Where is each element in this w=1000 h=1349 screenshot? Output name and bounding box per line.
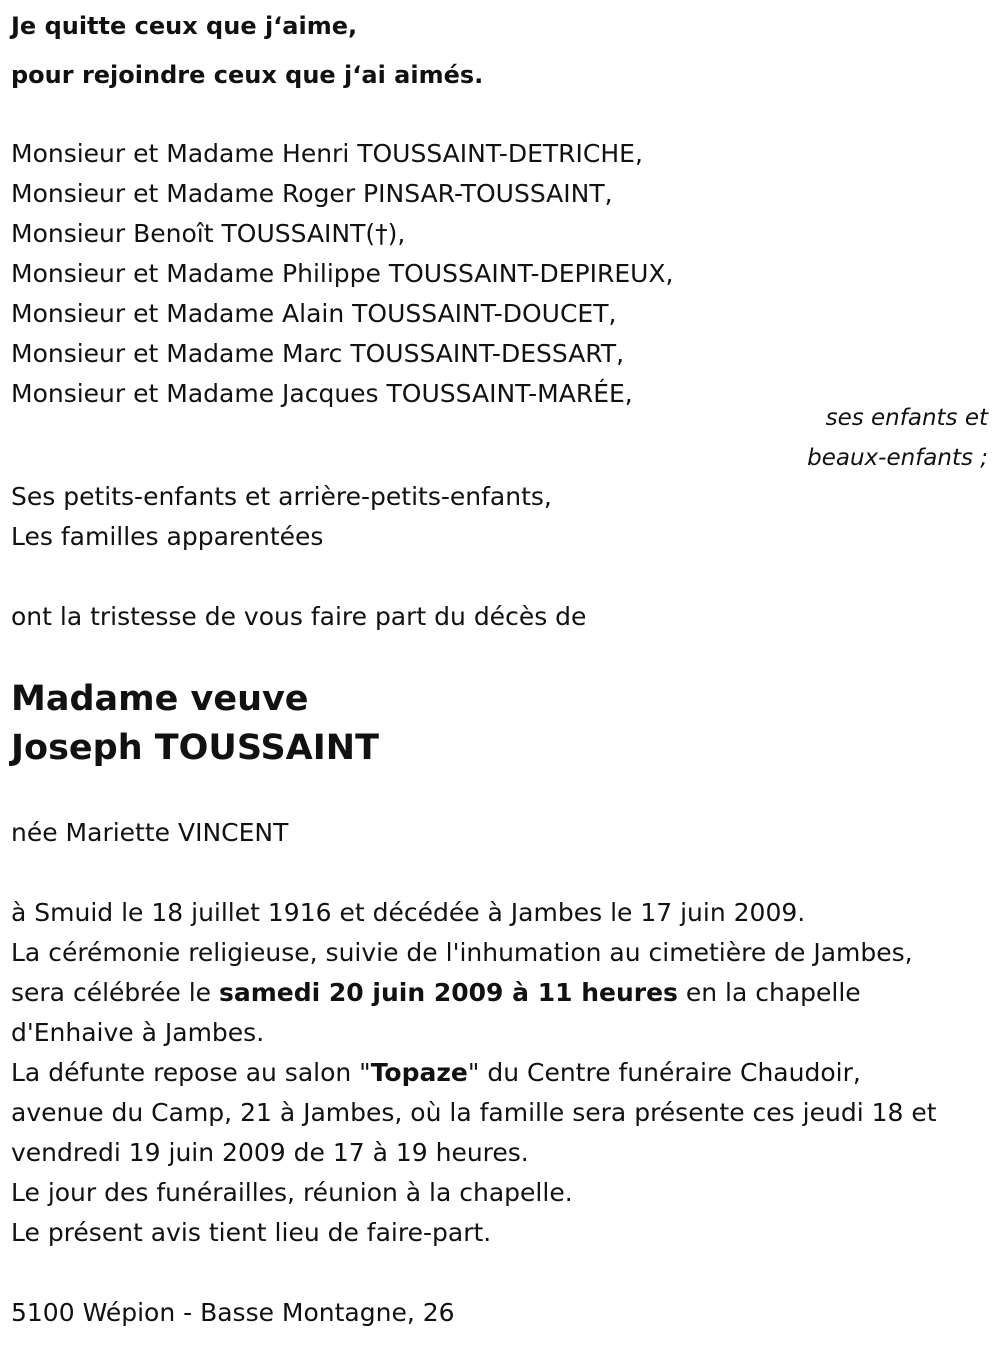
epigraph-line-1: Je quitte ceux que j‘aime, (11, 12, 358, 40)
address-line: 5100 Wépion - Basse Montagne, 26 (11, 1298, 455, 1327)
ceremony-date-time: samedi 20 juin 2009 à 11 heures (218, 978, 678, 1007)
ceremony-text-before: sera célébrée le (11, 978, 219, 1007)
related-families-line: Les familles apparentées (11, 522, 324, 551)
epigraph-line-2: pour rejoindre ceux que j‘ai aimés. (11, 61, 484, 89)
rest-line-1 (11, 1053, 861, 1093)
family-role-line-2: beaux-enfants ; (807, 445, 988, 471)
family-member: Monsieur et Madame Philippe TOUSSAINT-DEPIREUX, (11, 259, 674, 288)
deceased-title: Madame veuve (11, 679, 309, 719)
grandchildren-line: Ses petits-enfants et arrière-petits-enfants, (11, 482, 552, 511)
birth-death-line: à Smuid le 18 juillet 1916 et décédée à Jambes le 17 juin 2009. (11, 898, 806, 927)
deceased-name: Joseph TOUSSAINT (11, 728, 379, 768)
rest-line-2: avenue du Camp, 21 à Jambes, où la famille sera présente ces jeudi 18 et (11, 1098, 937, 1127)
rest-text-after: " du Centre funéraire Chaudoir, (467, 1058, 861, 1087)
ceremony-line-1: La cérémonie religieuse, suivie de l'inhumation au cimetière de Jambes, (11, 938, 913, 967)
family-member: Monsieur et Madame Roger PINSAR-TOUSSAINT, (11, 179, 613, 208)
family-member: Monsieur et Madame Alain TOUSSAINT-DOUCET, (11, 299, 617, 328)
family-role-line-1: ses enfants et (825, 405, 988, 431)
family-member: Monsieur et Madame Marc TOUSSAINT-DESSART, (11, 339, 625, 368)
rest-line-3: vendredi 19 juin 2009 de 17 à 19 heures. (11, 1138, 529, 1167)
ceremony-line-3: d'Enhaive à Jambes. (11, 1018, 265, 1047)
ceremony-text-after: en la chapelle (677, 978, 861, 1007)
maiden-name: née Mariette VINCENT (11, 818, 289, 847)
announcement-text: ont la tristesse de vous faire part du décès de (11, 602, 587, 631)
rest-text-before: La défunte repose au salon " (11, 1058, 371, 1087)
funeral-day-line: Le jour des funérailles, réunion à la chapelle. (11, 1178, 573, 1207)
family-member: Monsieur et Madame Jacques TOUSSAINT-MARÉE, (11, 379, 633, 408)
salon-name: Topaze (370, 1058, 468, 1087)
family-member: Monsieur et Madame Henri TOUSSAINT-DETRICHE, (11, 139, 643, 168)
notice-line: Le présent avis tient lieu de faire-part. (11, 1218, 492, 1247)
family-member: Monsieur Benoît TOUSSAINT(†), (11, 219, 406, 248)
ceremony-line-2 (11, 973, 861, 1013)
